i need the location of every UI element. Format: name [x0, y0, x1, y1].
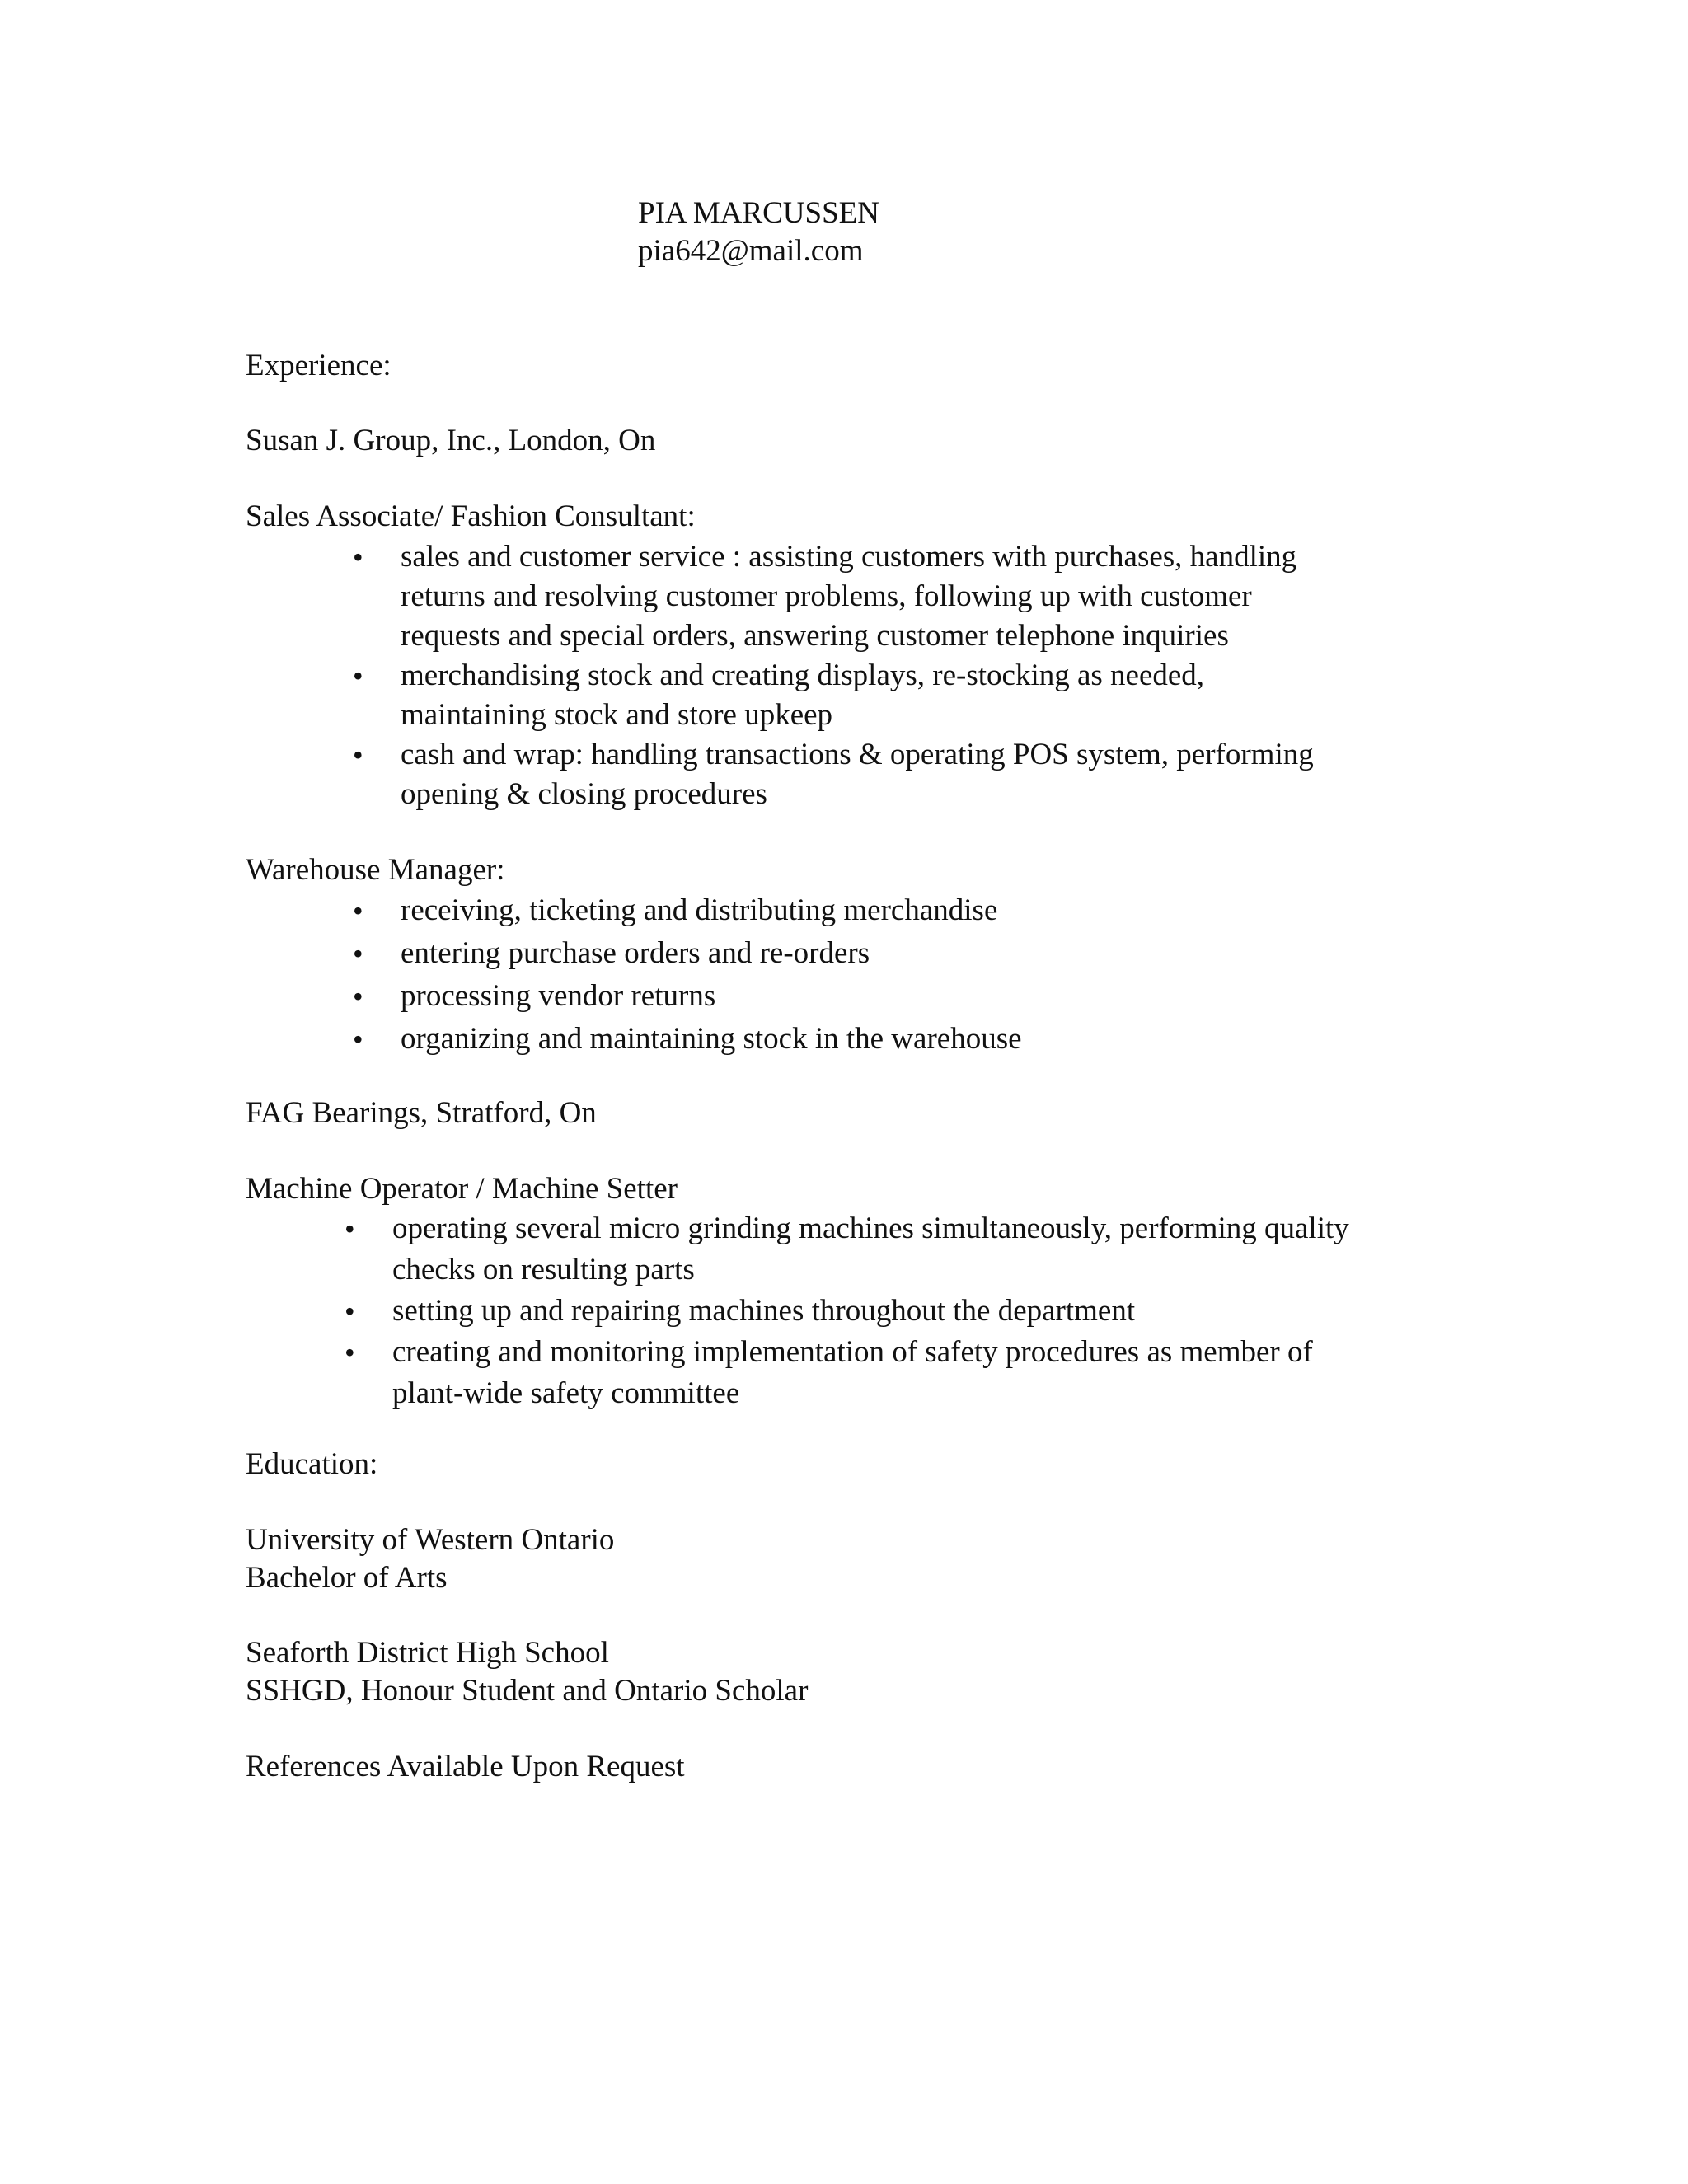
- duty-text: processing vendor returns: [401, 979, 716, 1013]
- role-title-machine-operator: Machine Operator / Machine Setter: [246, 1172, 678, 1206]
- employer-susan-j-group: Susan J. Group, Inc., London, On: [246, 424, 656, 457]
- list-item: [353, 735, 1314, 814]
- bullet-icon: •: [353, 659, 363, 692]
- education-school-seaforth: Seaforth District High School: [246, 1636, 609, 1670]
- duty-text: sales and customer service : assisting customers with purchases, handling returns and resolving customer problems, following up with customer requests and special orders, answering customer telephone inquiries: [401, 540, 1297, 653]
- applicant-name: PIA MARCUSSEN: [638, 196, 880, 230]
- warehouse-manager-duties: [353, 889, 1022, 1061]
- machine-operator-duties: [345, 1208, 1349, 1414]
- list-item: [353, 889, 1022, 932]
- resume-header: [638, 194, 879, 270]
- duty-text: setting up and repairing machines throughout the department: [392, 1294, 1136, 1328]
- duty-text: creating and monitoring implementation of safety procedures as member of plant-wide safety committee: [392, 1335, 1313, 1410]
- duty-text: receiving, ticketing and distributing merchandise: [401, 893, 998, 927]
- duty-text: organizing and maintaining stock in the warehouse: [401, 1022, 1022, 1056]
- role-title-sales-associate: Sales Associate/ Fashion Consultant:: [246, 499, 696, 533]
- role-title-warehouse-manager: Warehouse Manager:: [246, 853, 505, 887]
- education-detail-seaforth: SSHGD, Honour Student and Ontario Scholar: [246, 1674, 809, 1708]
- list-item: [345, 1332, 1349, 1414]
- list-item: [345, 1291, 1349, 1332]
- bullet-icon: •: [353, 1023, 363, 1056]
- sales-associate-duties: [353, 537, 1314, 814]
- bullet-icon: •: [345, 1295, 355, 1328]
- applicant-email: pia642@mail.com: [638, 234, 864, 268]
- list-item: [353, 975, 1022, 1018]
- list-item: [345, 1208, 1349, 1291]
- duty-text: entering purchase orders and re-orders: [401, 936, 870, 970]
- bullet-icon: •: [353, 980, 363, 1013]
- bullet-icon: •: [345, 1336, 355, 1369]
- bullet-icon: •: [345, 1212, 355, 1245]
- list-item: [353, 537, 1314, 656]
- references-note: References Available Upon Request: [246, 1750, 685, 1783]
- bullet-icon: •: [353, 937, 363, 970]
- list-item: [353, 932, 1022, 975]
- list-item: [353, 656, 1314, 735]
- employer-fag-bearings: FAG Bearings, Stratford, On: [246, 1096, 597, 1130]
- duty-text: merchandising stock and creating displays, re-stocking as needed, maintaining stock and store upkeep: [401, 658, 1205, 732]
- education-heading: Education:: [246, 1447, 378, 1481]
- list-item: [353, 1018, 1022, 1061]
- bullet-icon: •: [353, 541, 363, 574]
- experience-heading: Experience:: [246, 349, 392, 382]
- bullet-icon: •: [353, 738, 363, 771]
- duty-text: cash and wrap: handling transactions & operating POS system, performing opening & closing procedures: [401, 738, 1314, 811]
- duty-text: operating several micro grinding machines simultaneously, performing quality checks on resulting parts: [392, 1212, 1349, 1286]
- education-detail-uwo: Bachelor of Arts: [246, 1561, 448, 1595]
- education-school-uwo: University of Western Ontario: [246, 1523, 615, 1557]
- bullet-icon: •: [353, 894, 363, 927]
